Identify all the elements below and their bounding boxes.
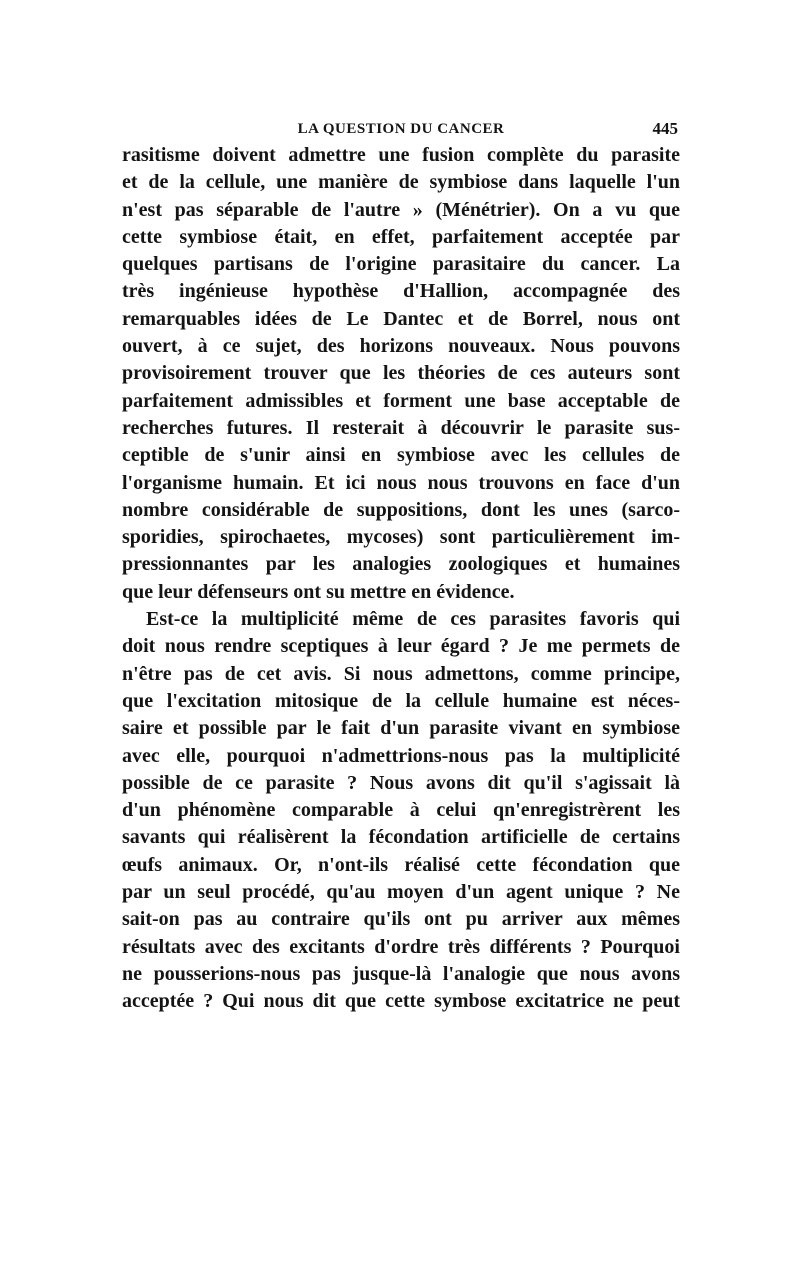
text-line: que l'excitation mitosique de la cellule humaine est néces- xyxy=(122,689,680,712)
text-line: pressionnantes par les analogies zoologiques et humaines xyxy=(122,553,680,576)
text-line: ne pousserions-nous pas jusque-là l'analogie que nous avons xyxy=(122,962,680,985)
text-line: rasitisme doivent admettre une fusion complète du parasite xyxy=(122,144,680,166)
text-line: parfaitement admissibles et forment une base acceptable de xyxy=(122,389,680,412)
text-line: ceptible de s'unir ainsi en symbiose avec les cellules de xyxy=(122,444,680,467)
text-line: par un seul procédé, qu'au moyen d'un agent unique ? Ne xyxy=(122,881,680,904)
text-line: très ingénieuse hypothèse d'Hallion, accompagnée des xyxy=(122,280,680,303)
text-line: sait-on pas au contraire qu'ils ont pu arriver aux mêmes xyxy=(122,908,680,931)
paragraph-2 xyxy=(122,606,680,1015)
text-line: acceptée ? Qui nous dit que cette symbose excitatrice ne peut xyxy=(122,990,680,1013)
text-line: doit nous rendre sceptiques à leur égard ? Je me permets de xyxy=(122,635,680,658)
text-line: remarquables idées de Le Dantec et de Borrel, nous ont xyxy=(122,307,680,330)
text-line: n'est pas séparable de l'autre » (Ménétrier). On a vu que xyxy=(122,198,680,221)
paragraph-1 xyxy=(122,142,680,606)
text-line: que leur défenseurs ont su mettre en évidence. xyxy=(122,580,515,603)
text-line: d'un phénomène comparable à celui qn'enregistrèrent les xyxy=(122,799,680,822)
text-line: possible de ce parasite ? Nous avons dit qu'il s'agissait là xyxy=(122,771,680,794)
text-line: quelques partisans de l'origine parasitaire du cancer. La xyxy=(122,253,680,276)
text-line: n'être pas de cet avis. Si nous admettons, comme principe, xyxy=(122,662,680,685)
text-line: Est-ce la multiplicité même de ces parasites favoris qui xyxy=(146,608,680,631)
running-title: LA QUESTION DU CANCER xyxy=(297,121,505,137)
text-line: cette symbiose était, en effet, parfaitement acceptée par xyxy=(122,225,680,248)
text-line: saire et possible par le fait d'un parasite vivant en symbiose xyxy=(122,717,680,740)
text-line: ouvert, à ce sujet, des horizons nouveaux. Nous pouvons xyxy=(122,335,680,358)
text-line: savants qui réalisèrent la fécondation artificielle de certains xyxy=(122,826,680,849)
text-line: l'organisme humain. Et ici nous nous trouvons en face d'un xyxy=(122,471,680,494)
text-line: résultats avec des excitants d'ordre très différents ? Pourquoi xyxy=(122,935,680,958)
text-line: œufs animaux. Or, n'ont-ils réalisé cette fécondation que xyxy=(122,853,680,876)
text-line: avec elle, pourquoi n'admettrions-nous pas la multiplicité xyxy=(122,744,680,767)
text-line: sporidies, spirochaetes, mycoses) sont particulièrement im- xyxy=(122,526,680,549)
text-line: recherches futures. Il resterait à découvrir le parasite sus- xyxy=(122,416,680,439)
text-line: nombre considérable de suppositions, dont les unes (sarco- xyxy=(122,498,680,521)
text-line: provisoirement trouver que les théories de ces auteurs sont xyxy=(122,362,680,385)
page-number: 445 xyxy=(652,119,678,138)
text-line: et de la cellule, une manière de symbiose dans laquelle l'un xyxy=(122,171,680,194)
body-text xyxy=(122,142,680,1016)
running-head xyxy=(122,117,680,141)
